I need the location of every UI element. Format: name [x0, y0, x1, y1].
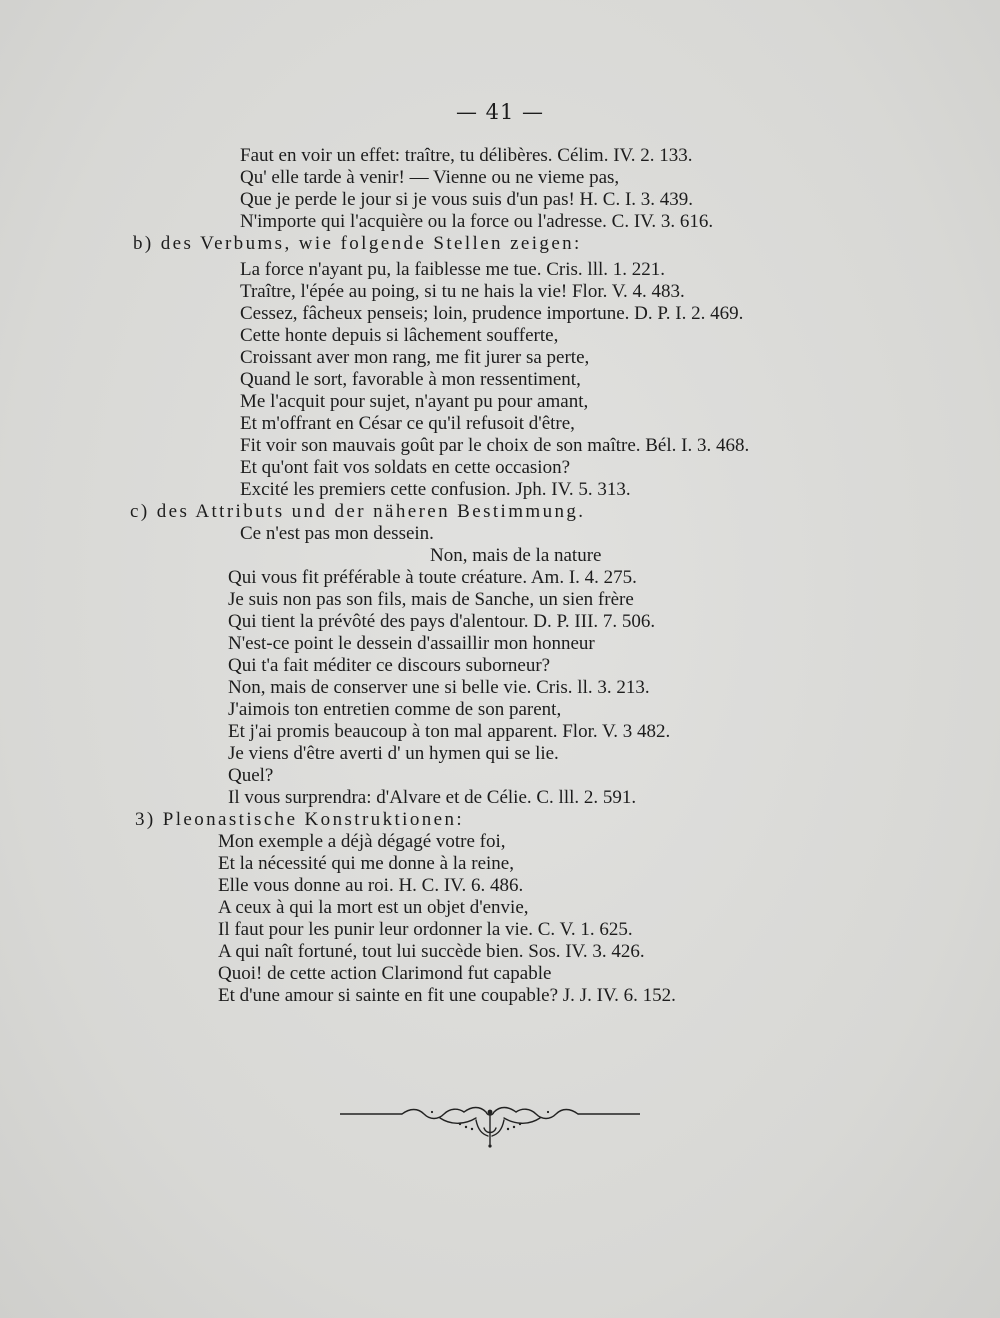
text-line: N'est-ce point le dessein d'assaillir mon honneur	[228, 633, 595, 654]
text-line: Ce n'est pas mon dessein.	[240, 523, 434, 544]
text-line: Il vous surprendra: d'Alvare et de Célie. C. lll. 2. 591.	[228, 787, 637, 808]
text-line: Non, mais de conserver une si belle vie. Cris. ll. 3. 213.	[228, 677, 650, 698]
text-line: Et qu'ont fait vos soldats en cette occasion?	[240, 457, 571, 478]
text-line: Me l'acquit pour sujet, n'ayant pu pour amant,	[240, 391, 589, 412]
section-heading: 3) Pleonastische Konstruktionen:	[135, 809, 465, 830]
text-line: Croissant aver mon rang, me fit jurer sa perte,	[240, 347, 590, 368]
text-line: Je suis non pas son fils, mais de Sanche, un sien frère	[228, 589, 634, 610]
text-line: Non, mais de la nature	[430, 545, 602, 566]
text-line: Qu' elle tarde à venir! — Vienne ou ne vieme pas,	[240, 167, 620, 188]
text-line: Que je perde le jour si je vous suis d'un pas! H. C. I. 3. 439.	[240, 189, 694, 210]
text-line: Quel?	[228, 765, 274, 786]
text-line: Et j'ai promis beaucoup à ton mal apparent. Flor. V. 3 482.	[228, 721, 671, 742]
text-line: J'aimois ton entretien comme de son parent,	[228, 699, 562, 720]
text-line: Faut en voir un effet: traître, tu délibères. Célim. IV. 2. 133.	[240, 145, 693, 166]
text-line: Qui t'a fait méditer ce discours suborneur?	[228, 655, 551, 676]
text-line: Et d'une amour si sainte en fit une coupable? J. J. IV. 6. 152.	[218, 985, 676, 1006]
text-line: Cette honte depuis si lâchement soufferte,	[240, 325, 559, 346]
text-line: Et m'offrant en César ce qu'il refusoit d'être,	[240, 413, 575, 434]
text-line: Et la nécessité qui me donne à la reine,	[218, 853, 514, 874]
text-line: Cessez, fâcheux penseis; loin, prudence importune. D. P. I. 2. 469.	[240, 303, 744, 324]
page-number: — 41 —	[455, 100, 545, 124]
text-line: Je viens d'être averti d' un hymen qui se lie.	[228, 743, 559, 764]
text-line: Quand le sort, favorable à mon ressentiment,	[240, 369, 581, 390]
text-line: Excité les premiers cette confusion. Jph. IV. 5. 313.	[240, 479, 631, 500]
ornament-divider-icon	[340, 1098, 640, 1168]
text-line: La force n'ayant pu, la faiblesse me tue. Cris. lll. 1. 221.	[240, 259, 665, 280]
text-line: A qui naît fortuné, tout lui succède bien. Sos. IV. 3. 426.	[218, 941, 645, 962]
text-line: N'importe qui l'acquière ou la force ou l'adresse. C. IV. 3. 616.	[240, 211, 714, 232]
text-line: Quoi! de cette action Clarimond fut capable	[218, 963, 552, 984]
section-heading: c) des Attributs und der näheren Bestimmung.	[130, 501, 586, 522]
text-line: Elle vous donne au roi. H. C. IV. 6. 486.	[218, 875, 524, 896]
section-heading: b) des Verbums, wie folgende Stellen zeigen:	[133, 233, 582, 254]
text-line: Mon exemple a déjà dégagé votre foi,	[218, 831, 506, 852]
text-line: A ceux à qui la mort est un objet d'envie,	[218, 897, 529, 918]
text-line: Qui vous fit préférable à toute créature. Am. I. 4. 275.	[228, 567, 637, 588]
text-line: Il faut pour les punir leur ordonner la vie. C. V. 1. 625.	[218, 919, 633, 940]
text-line: Traître, l'épée au poing, si tu ne hais la vie! Flor. V. 4. 483.	[240, 281, 685, 302]
text-line: Fit voir son mauvais goût par le choix de son maître. Bél. I. 3. 468.	[240, 435, 750, 456]
text-line: Qui tient la prévôté des pays d'alentour. D. P. III. 7. 506.	[228, 611, 656, 632]
